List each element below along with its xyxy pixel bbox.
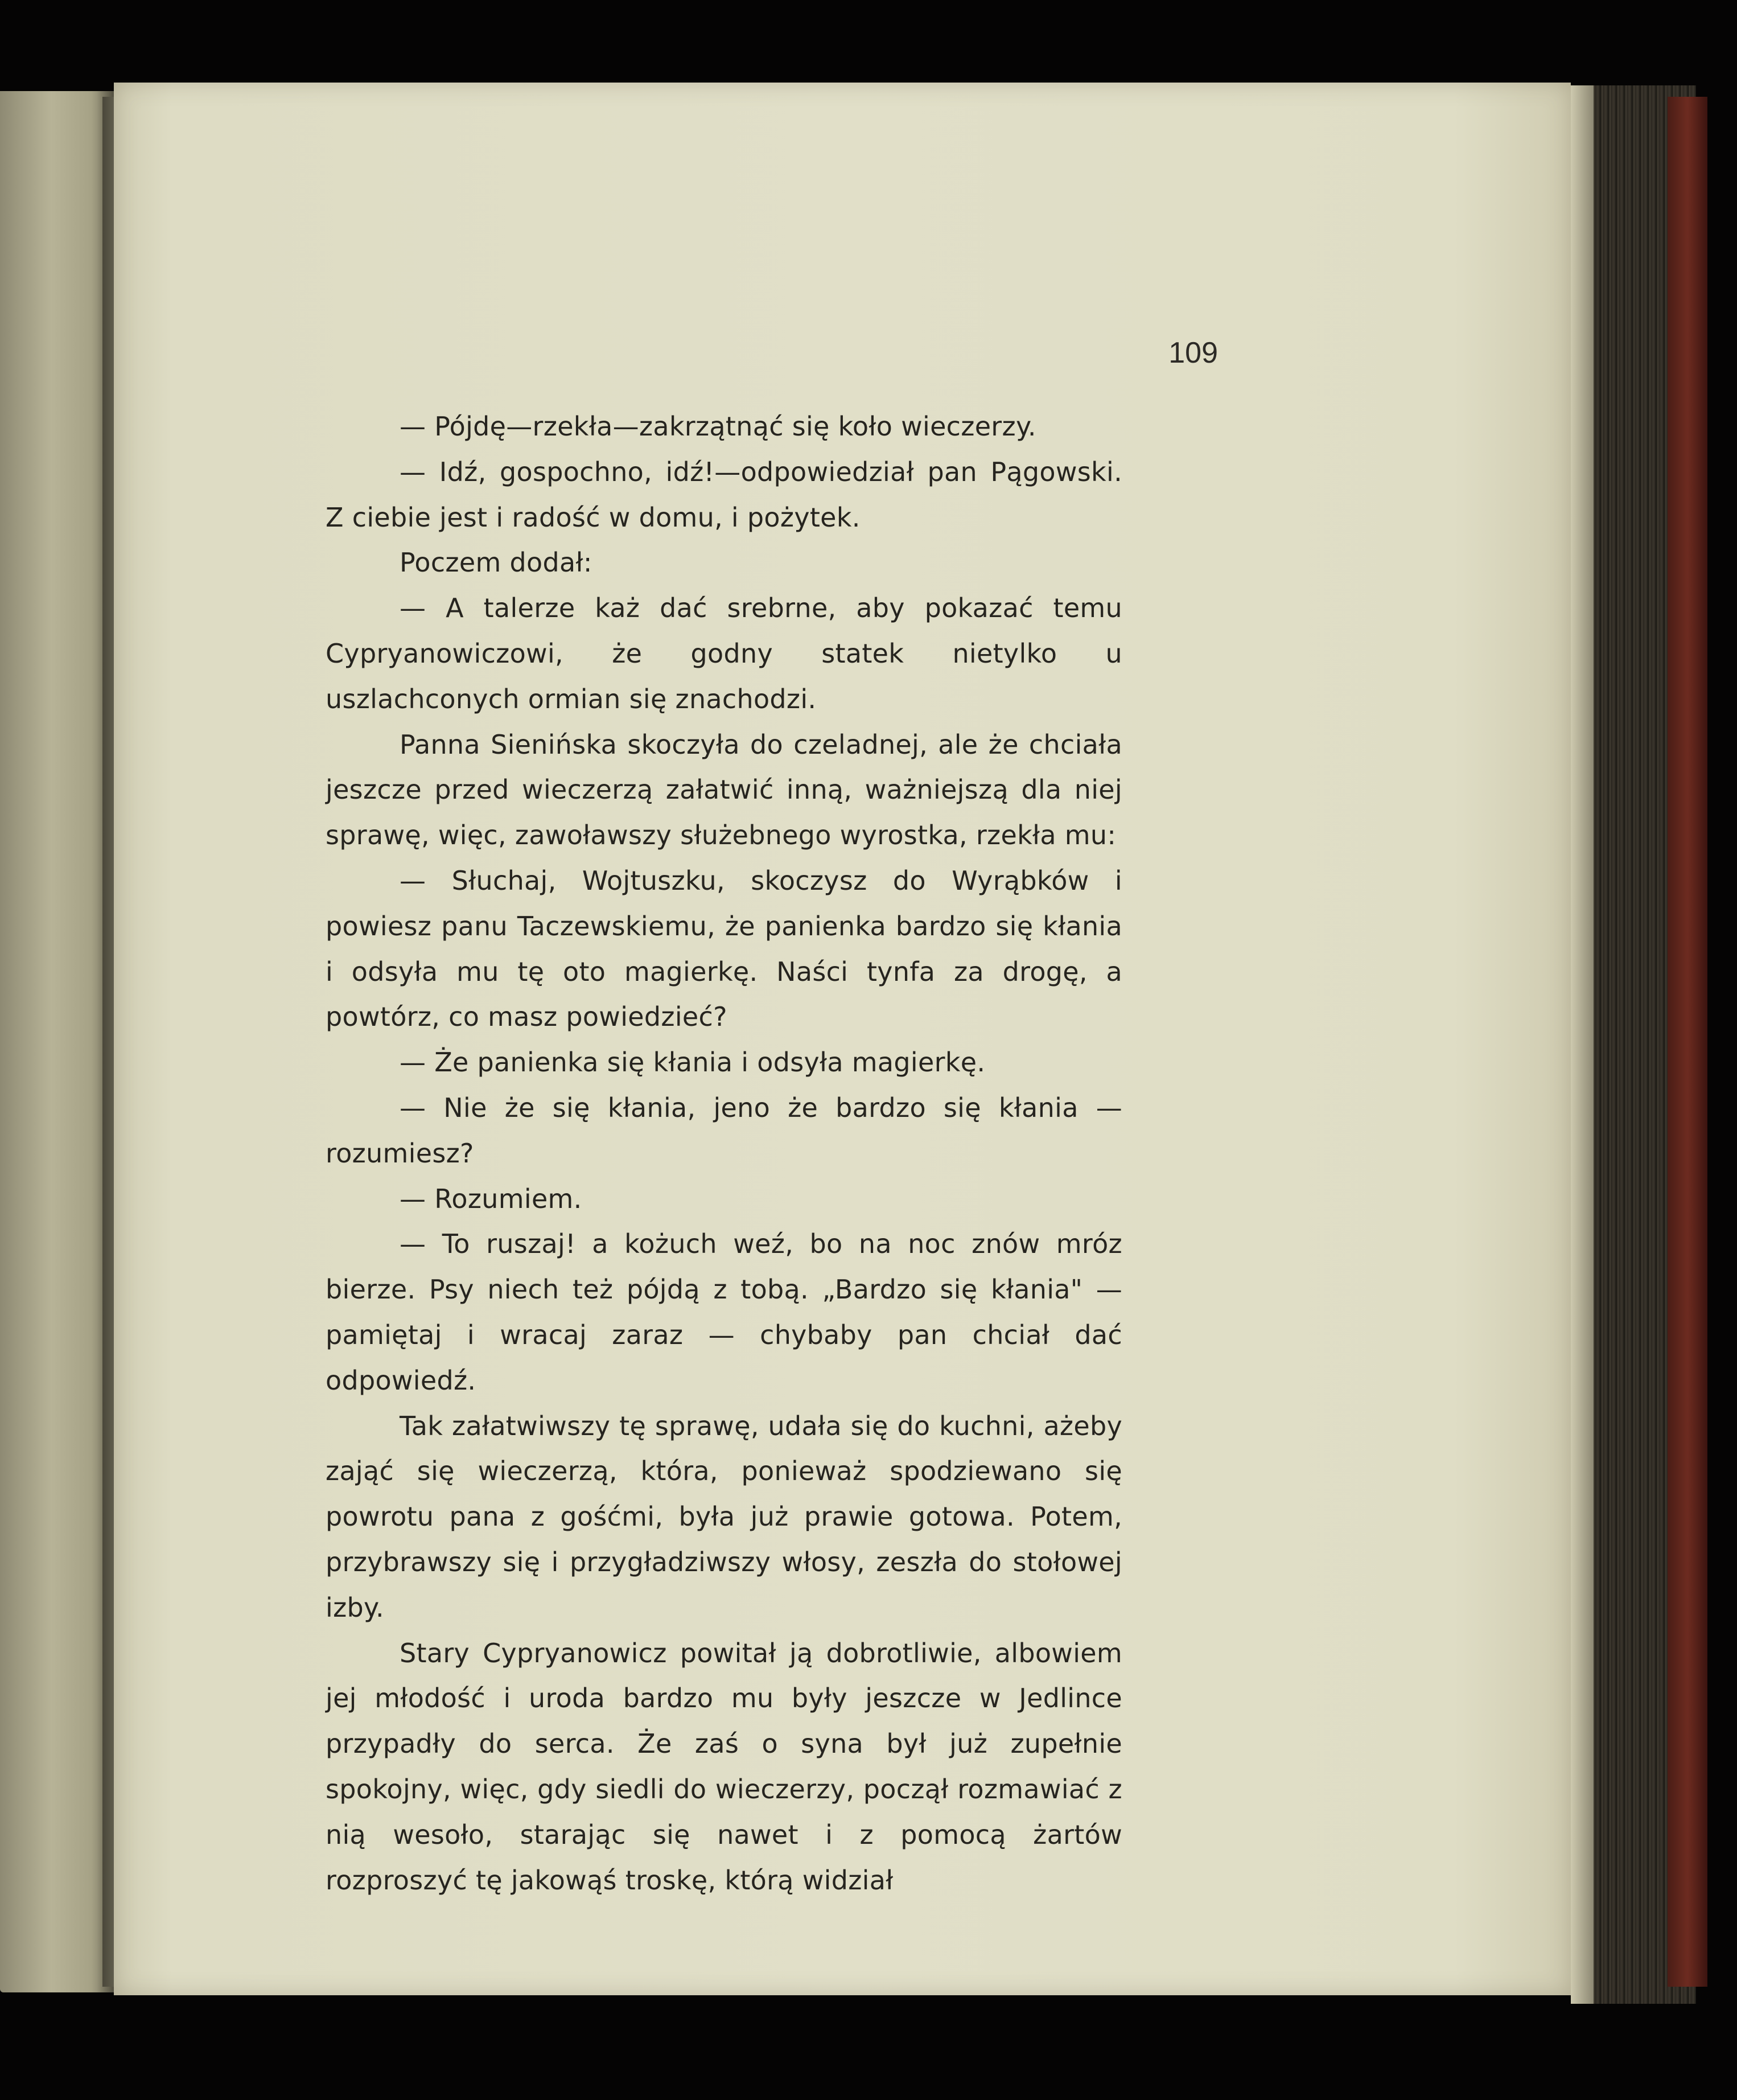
paragraph: — Pójdę—rzekła—zakrzątnąć się koło wieczerzy.	[400, 411, 1036, 442]
paragraph: — A talerze każ dać srebrne, aby pokazać temu Cypryanowiczowi, że godny statek nietylko u uszlachconych ormian się znachodzi.	[326, 593, 1122, 714]
paragraph: Panna Sienińska skoczyła do czeladnej, ale że chciała jeszcze przed wieczerzą załatwić inną, ważniejszą dla niej sprawę, więc, zawoławszy służebnego wyrostka, rzekła mu:	[326, 729, 1122, 851]
book-cover-edge	[1668, 97, 1707, 1987]
paragraph: — Rozumiem.	[400, 1183, 582, 1214]
paragraph: Tak załatwiwszy tę sprawę, udała się do kuchni, ażeby zająć się wieczerzą, która, ponieważ spodziewano się powrotu pana z gośćmi, była już prawie gotowa. Potem, przybrawszy się i przygładziwszy włosy, zeszła do stołowej izby.	[326, 1410, 1122, 1623]
page-text	[326, 404, 1122, 1903]
paragraph: — To ruszaj! a kożuch weź, bo na noc znów mróz bierze. Psy niech też pójdą z tobą. „Bardzo się kłania" — pamiętaj i wracaj zaraz — chybaby pan chciał dać odpowiedź.	[326, 1228, 1122, 1396]
paragraph: — Słuchaj, Wojtuszku, skoczysz do Wyrąbków i powiesz panu Taczewskiemu, że panienka bardzo się kłania i odsyła mu tę oto magierkę. Naści tynfa za drogę, a powtórz, co masz powiedzieć?	[326, 865, 1122, 1033]
page-number: 109	[1168, 336, 1218, 369]
paragraph: Poczem dodał:	[400, 547, 592, 578]
previous-page-edge	[0, 91, 114, 1992]
paragraph: Stary Cypryanowicz powitał ją dobrotliwie, albowiem jej młodość i uroda bardzo mu były jeszcze w Jedlince przypadły do serca. Że zaś o syna był już zupełnie spokojny, więc, gdy siedli do wieczerzy, począł rozmawiać z nią wesoło, starając się nawet i z pomocą żartów rozproszyć tę jakowąś troskę, którą widział	[326, 1637, 1122, 1896]
paragraph: — Idź, gospochno, idź!—odpowiedział pan Pągowski. Z ciebie jest i radość w domu, i pożytek.	[326, 456, 1122, 533]
paragraph: — Nie że się kłania, jeno że bardzo się kłania — rozumiesz?	[326, 1092, 1122, 1169]
paragraph: — Że panienka się kłania i odsyła magierkę.	[400, 1047, 986, 1078]
